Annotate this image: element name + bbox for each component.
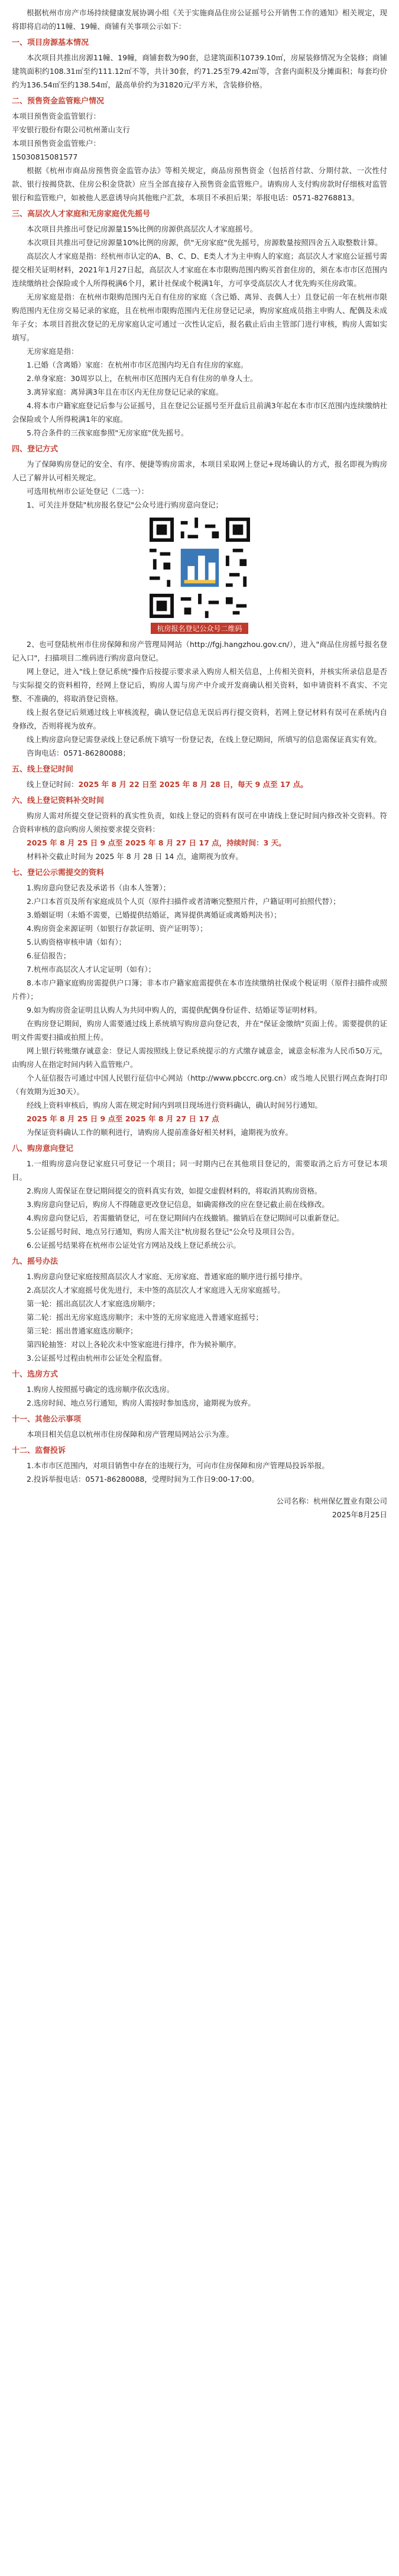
bank-label: 本项目预售资金监管银行：: [12, 112, 101, 121]
qr-caption: 杭房报名登记公众号二维码: [151, 623, 248, 634]
section-5-title: 五、线上登记时间: [12, 765, 74, 774]
section-8-title: 八、购房意向登记: [12, 1144, 74, 1153]
section-12-title: 十二、监督投诉: [12, 1446, 66, 1455]
section-3-p2: 本次项目共推出可登记房源量10%比例的房源，供"无房家庭"优先摇号，房源数量按照四舍五入取整数计算。: [27, 238, 382, 247]
section-5-body: [12, 778, 387, 791]
section-3-title: 三、高层次人才家庭和无房家庭优先摇号: [12, 210, 151, 219]
section-6-body: 购房人需对所提交登记资料的真实性负责，如线上登记的资料有误可在申请线上登记时间内修改补交资料。符合资料审核的意向购房人须按要求提交资料：: [12, 811, 387, 834]
section-4-p5: 线上购房意向登记需登录线上登记系统下填写一份登记表，在线上登记期间，所填写的信息需保证真实有效。: [27, 735, 382, 744]
section-4-p3: 网上登记，进入"线上登记系统"操作后按提示要求录入购房人相关信息，上传相关资料，并核实所录信息是否与实际提交的资料相符，经网上登记后，购房人需与房产中介或开发商确认相关资料，如申请资料不真实、不完整、不准确的，将取消登记资格。: [12, 667, 387, 703]
section-7-p3: 个人征信报告可通过中国人民银行征信中心网站（http://www.pbccrc.org.cn）或当地人民银行网点查询打印（有效期为近30天）。: [12, 1074, 387, 1096]
list-item: 5.认购资格审核申请（如有）；: [27, 938, 126, 947]
section-10-p2: 2.选房时间、地点另行通知，购房人需按时参加选房，逾期视为放弃。: [27, 1398, 255, 1407]
list-item: 7.杭州市高层次人才认定证明（如有）；: [27, 965, 156, 974]
list-item: 4.将本市户籍家庭登记后参与公证摇号，且在登记公证摇号至开盘后且前满3年起在本市市区范围内连续缴纳社会保险或个人所得税满1年的家庭。: [12, 401, 387, 424]
qr-code-icon[interactable]: [150, 518, 250, 618]
section-9-title: 九、摇号办法: [12, 1257, 59, 1266]
section-2-title: 二、预售资金监管账户情况: [12, 97, 105, 106]
list-item: 3.婚姻证明（未婚不需要，已婚提供结婚证，离异提供离婚证或离婚判决书）；: [27, 910, 281, 919]
section-4-p2: 可选用杭州市公证处登记（二选一）：: [27, 487, 149, 496]
supplement-deadline: 材料补交截止时间为 2025 年 8 月 28 日 14 点，逾期视为放弃。: [27, 852, 243, 861]
lottery-round-2: 第二轮：摇出无房家庭选房顺序；未中签的无房家庭进入普通家庭摇号；: [27, 1313, 264, 1322]
publish-date: 2025年8月25日: [332, 1510, 387, 1519]
qr-block: [12, 518, 387, 634]
lottery-round-3: 第三轮：摇出普通家庭选房顺序；: [27, 1326, 138, 1335]
list-item: 1.已婚（含离婚）家庭：在杭州市市区范围内均无自有住房的家庭。: [27, 360, 248, 369]
section-8-p6: 6.公证摇号结果将在杭州市公证处官方网站及线上登记系统公示。: [27, 1241, 241, 1250]
section-3-p1: 本次项目共推出可登记房源量15%比例的房源供高层次人才家庭摇号。: [27, 225, 258, 233]
lottery-round-4: 第四轮抽签：对以上各轮次未中签家庭进行排序，作为候补顺序。: [27, 1340, 241, 1349]
company-name: 公司名称：杭州保亿置业有限公司: [276, 1497, 387, 1505]
section-8-p2: 2.购房人需保证在登记期间提交的资料真实有效，如提交虚假材料的，将取消其购房资格。: [27, 1186, 322, 1195]
bank-name: 平安银行股份有限公司杭州萧山支行: [12, 125, 131, 134]
section-1-title: 一、项目房源基本情况: [12, 38, 89, 47]
lottery-round-1: 第一轮：摇出高层次人才家庭选房顺序；: [27, 1299, 160, 1308]
list-item: 8.本市户籍家庭购房需提供户口簿；非本市户籍家庭需提供在本市连续缴纳社保或个税证明（原件扫描件或照片件）；: [12, 978, 387, 1001]
section-9-p1: 1.购房意向登记家庭按照高层次人才家庭、无房家庭、普通家庭的顺序进行摇号排序。: [27, 1272, 307, 1281]
list-item: 4.购房资金来源证明（如银行存款证明、资产证明等）；: [27, 924, 207, 933]
section-3-p3: 高层次人才家庭是指：经杭州市认定的A、B、C、D、E类人才为主申购人的家庭；高层次人才家庭公证摇号需提交相关证明材料，2021年1月27日起，高层次人才家庭在本市限购范围内购买首套住房的，须在本市市区范围内连续缴纳社会保险或个人所得税满6个月，累计社保或个税满1年，方可享受高层次人才优先购买住房政策。: [12, 252, 387, 288]
account-label: 本项目预售资金监管账户：: [12, 139, 101, 148]
section-7-p4: 经线上资料审核后，购房人需在规定时间内到项目现场进行资料确认，确认时间另行通知。: [27, 1101, 323, 1110]
confirmation-date: 2025 年 8 月 25 日 9 点至 2025 年 8 月 27 日 17 点: [27, 1114, 219, 1123]
section-11-title: 十一、其他公示事项: [12, 1415, 82, 1424]
section-10-p1: 1.购房人按照摇号确定的选房顺序依次选房。: [27, 1385, 174, 1394]
section-4-p1: 为了保障购房登记的安全、有序、便捷等购房需求，本项目采取网上登记+现场确认的方式，报名即视为购房人已了解并认可相关规定。: [12, 460, 387, 482]
list-item: 6.征信报告；: [27, 951, 71, 960]
list-item: 5.符合条件的三孩家庭参照"无房家庭"优先摇号。: [27, 428, 189, 437]
section-7-p5: 为保证资料确认工作的顺利进行，请购房人提前准备好相关材料，逾期视为放弃。: [27, 1128, 293, 1137]
section-8-p3: 3.购房意向登记后，购房人不得随意更改登记信息，如确需修改的应在登记截止前在线修改。: [27, 1200, 329, 1209]
list-item: 1.购房意向登记表及承诺书（由本人签署）；: [27, 883, 171, 892]
section-12-p1: 1.本市市区范围内，对项目销售中存在的违规行为，可向市住房保障和房产管理局投诉举报。: [27, 1461, 329, 1470]
section-9-p2: 2.高层次人才家庭摇号优先进行，未中签的高层次人才家庭进入无房家庭摇号。: [27, 1286, 285, 1294]
section-6-title: 六、线上登记资料补交时间: [12, 796, 105, 805]
section-11-p1: 本项目相关信息以杭州市住房保障和房产管理局网站公示为准。: [27, 1430, 234, 1439]
section-7-p2: 网上银行转账缴存诚意金：登记人需按照线上登记系统提示的方式缴存诚意金，诚意金标准为人民币50万元，由购房人在指定时间内转入监管账户。: [12, 1046, 387, 1069]
phone-label: 咨询电话：: [27, 749, 64, 757]
section-7-title: 七、登记公示需提交的资料: [12, 869, 105, 877]
section-5-label: 线上登记时间：: [27, 780, 79, 789]
online-registration-date: 2025 年 8 月 22 日至 2025 年 8 月 28 日，每天 9 点至 17 点。: [78, 780, 308, 789]
section-7-p1: 在购房登记期间，购房人需要通过线上系统填写购房意向登记表，并在"保证金缴纳"页面上传。需要提供的证明文件需要扫描或拍照上传。: [12, 1019, 387, 1042]
phone-number[interactable]: 0571-86280088；: [63, 749, 130, 757]
list-item: 9.如为购房资金证明且认购人为共同申购人的，需提供配偶身份证件、结婚证等证明材料。: [27, 1006, 322, 1014]
section-3-p4: 无房家庭是指：在杭州市限购范围内无自有住房的家庭（含已婚、离异、丧偶人士）且登记前一年在杭州市限购范围内无住房交易记录的家庭，且在杭州市限购范围内无住房登记记录，购房家庭成员指主申购人、配偶及未成年子女；本项目首批次登记的无房家庭认定可通过一次性认定后，报名截止后由主管部门进行审核，购房人需如实填写。: [12, 292, 387, 342]
section-4-step1: 1、可关注并登陆"杭房报名登记"公众号进行购房意向登记；: [27, 500, 223, 509]
section-2-body: 根据《杭州市商品房预售资金监管办法》等相关规定，商品房预售资金（包括首付款、分期付款、一次性付款、银行按揭贷款、住房公积金贷款）应当全部直接存入预售资金监管账户。请购房人支付购房款时仔细核对监管银行和监管账户，如被他人恶意诱导向其他账户汇款，本项目不承担后果；举报电话：0571-82768813。: [12, 166, 387, 202]
list-item: 3.离异家庭：离异满3年且在市区内无住房登记记录的家庭。: [27, 388, 223, 396]
section-1-body: 本次项目共推出房源11幢、19幢，商铺套数为90套，总建筑面积10739.10㎡，房屋装修情况为全装修；商铺建筑面积约108.31㎡至约111.12㎡不等，共计30套，约71.25至79.42㎡等，含套内面积及分摊面积；每套均价约为136.54㎡至约138.54㎡，最高单价约为31820元/平方米，含装修价格。: [12, 53, 387, 89]
list-item: 2.单身家庭：30周岁以上，在杭州市区范围内无自有住房的单身人士。: [27, 374, 258, 383]
consult-phone: [12, 746, 387, 760]
section-8-p1: 1.一组购房意向登记家庭只可登记一个项目；同一时期内已在其他项目登记的，需要取消之后方可登记本项目。: [12, 1159, 387, 1182]
section-4-step2: 2、也可登陆杭州市住房保障和房产管理局网站（http://fgj.hangzhou.gov.cn/），进入"商品住房摇号报名登记入口"，扫描项目二维码进行购房意向登记。: [12, 640, 387, 662]
supplement-date: 2025 年 8 月 25 日 9 点至 2025 年 8 月 27 日 17 点，持续时间：3 天。: [27, 838, 286, 847]
section-4-p4: 线上报名登记后须通过线上审核流程，确认登记信息无误后再行提交资料，若网上登记材料有误可在系统内自身修改，否则将视为放弃。: [12, 708, 387, 730]
account-number: 15030815081577: [12, 152, 78, 161]
section-8-p5: 5.公证摇号时间、地点另行通知，购房人需关注"杭房报名登记"公众号及项目公告。: [27, 1227, 299, 1236]
section-12-p2: 2.投诉举报电话：0571-86280088，受理时间为工作日9:00-17:00。: [27, 1475, 259, 1484]
section-9-p3: 3.公证摇号过程由杭州市公证处全程监督。: [27, 1354, 167, 1362]
list-item: 2.户口本首页及所有家庭成员个人页（原件扫描件或者清晰完整照片件，户籍证明可拍照代替）；: [27, 897, 340, 906]
section-8-p4: 4.购房意向登记后，若需撤销登记，可在登记期间内在线撤销。撤销后在登记期间可以重新登记。: [27, 1214, 344, 1222]
intro-paragraph: 根据杭州市房产市场持续健康发展协调小组《关于实施商品住房公证摇号公开销售工作的通知》相关规定，现将即将启动的11幢、19幢、商铺有关事项公示如下：: [12, 8, 387, 31]
section-3-sub: 无房家庭是指：: [27, 347, 79, 356]
section-10-title: 十、选房方式: [12, 1370, 59, 1379]
section-4-title: 四、登记方式: [12, 445, 59, 454]
